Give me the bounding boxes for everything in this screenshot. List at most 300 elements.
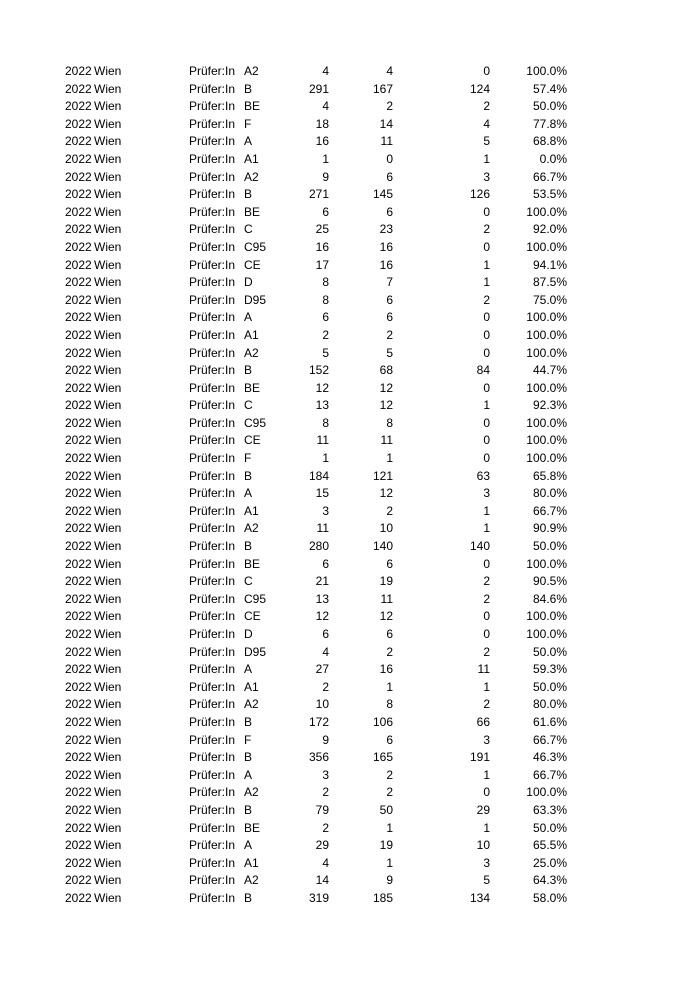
year-cell: 2022 — [65, 151, 92, 166]
passed-count-cell: 145 — [372, 187, 393, 202]
failed-count-cell: 11 — [477, 662, 490, 677]
table-row — [0, 292, 700, 310]
city-cell: Wien — [94, 556, 122, 571]
year-cell: 2022 — [65, 503, 92, 518]
passed-count-cell: 2 — [386, 644, 393, 659]
role-cell: Prüfer:In — [189, 204, 236, 219]
pass-rate-cell: 50.0% — [532, 820, 567, 835]
year-cell: 2022 — [65, 468, 92, 483]
total-count-cell: 16 — [315, 239, 329, 254]
city-cell: Wien — [94, 486, 122, 501]
city-cell: Wien — [94, 363, 122, 378]
role-cell: Prüfer:In — [189, 151, 236, 166]
role-cell: Prüfer:In — [189, 187, 236, 202]
year-cell: 2022 — [65, 486, 92, 501]
total-count-cell: 9 — [322, 732, 329, 747]
role-cell: Prüfer:In — [189, 855, 236, 870]
year-cell: 2022 — [65, 275, 92, 290]
license-class-cell: A1 — [244, 679, 259, 694]
pass-rate-cell: 58.0% — [532, 890, 567, 905]
pass-rate-cell: 100.0% — [526, 204, 567, 219]
pass-rate-cell: 25.0% — [532, 855, 567, 870]
role-cell: Prüfer:In — [189, 503, 236, 518]
license-class-cell: F — [244, 451, 252, 466]
table-row — [0, 820, 700, 838]
table-row — [0, 626, 700, 644]
table-row — [0, 714, 700, 732]
year-cell: 2022 — [65, 679, 92, 694]
pass-rate-cell: 92.0% — [532, 222, 567, 237]
role-cell: Prüfer:In — [189, 539, 236, 554]
passed-count-cell: 12 — [379, 486, 393, 501]
year-cell: 2022 — [65, 398, 92, 413]
total-count-cell: 6 — [322, 310, 329, 325]
total-count-cell: 15 — [315, 486, 329, 501]
role-cell: Prüfer:In — [189, 785, 236, 800]
license-class-cell: A2 — [244, 873, 259, 888]
failed-count-cell: 0 — [483, 415, 490, 430]
failed-count-cell: 2 — [483, 591, 490, 606]
city-cell: Wien — [94, 204, 122, 219]
table-row — [0, 274, 700, 292]
pass-rate-cell: 100.0% — [526, 609, 567, 624]
total-count-cell: 2 — [322, 820, 329, 835]
year-cell: 2022 — [65, 81, 92, 96]
table-row — [0, 520, 700, 538]
failed-count-cell: 0 — [483, 627, 490, 641]
year-cell: 2022 — [65, 697, 92, 712]
year-cell: 2022 — [65, 257, 92, 272]
city-cell: Wien — [94, 714, 122, 729]
role-cell: Prüfer:In — [189, 697, 236, 712]
year-cell: 2022 — [65, 239, 92, 254]
year-cell: 2022 — [65, 890, 92, 905]
table-row — [0, 538, 700, 556]
role-cell: Prüfer:In — [189, 222, 236, 237]
role-cell: Prüfer:In — [189, 398, 236, 413]
passed-count-cell: 19 — [379, 838, 393, 853]
year-cell: 2022 — [65, 838, 92, 853]
passed-count-cell: 6 — [386, 292, 393, 307]
table-row — [0, 415, 700, 433]
passed-count-cell: 8 — [386, 415, 393, 430]
total-count-cell: 8 — [322, 292, 329, 307]
license-class-cell: C95 — [244, 415, 267, 430]
failed-count-cell: 0 — [483, 345, 490, 360]
license-class-cell: B — [244, 714, 253, 729]
failed-count-cell: 1 — [483, 521, 490, 536]
role-cell: Prüfer:In — [189, 64, 236, 78]
passed-count-cell: 140 — [372, 539, 393, 554]
failed-count-cell: 1 — [483, 820, 490, 835]
passed-count-cell: 6 — [386, 204, 393, 219]
role-cell: Prüfer:In — [189, 890, 236, 905]
city-cell: Wien — [94, 380, 122, 395]
license-class-cell: A — [244, 134, 253, 149]
role-cell: Prüfer:In — [189, 134, 236, 149]
role-cell: Prüfer:In — [189, 327, 236, 342]
total-count-cell: 291 — [308, 81, 329, 96]
city-cell: Wien — [94, 64, 122, 78]
city-cell: Wien — [94, 81, 122, 96]
license-class-cell: C — [244, 574, 253, 589]
role-cell: Prüfer:In — [189, 732, 236, 747]
license-class-cell: C95 — [244, 591, 267, 606]
failed-count-cell: 0 — [483, 310, 490, 325]
pass-rate-cell: 100.0% — [526, 327, 567, 342]
failed-count-cell: 2 — [483, 99, 490, 114]
city-cell: Wien — [94, 697, 122, 712]
passed-count-cell: 11 — [380, 433, 393, 448]
total-count-cell: 12 — [315, 380, 329, 395]
role-cell: Prüfer:In — [189, 468, 236, 483]
total-count-cell: 356 — [308, 750, 329, 765]
failed-count-cell: 3 — [483, 486, 490, 501]
license-class-cell: F — [244, 116, 252, 131]
year-cell: 2022 — [65, 556, 92, 571]
license-class-cell: CE — [244, 609, 261, 624]
total-count-cell: 11 — [316, 433, 329, 448]
table-row — [0, 309, 700, 327]
pass-rate-cell: 90.5% — [532, 574, 567, 589]
pass-rate-cell: 75.0% — [532, 292, 567, 307]
pass-rate-cell: 92.3% — [532, 398, 567, 413]
table-row — [0, 837, 700, 855]
license-class-cell: BE — [244, 204, 261, 219]
passed-count-cell: 12 — [379, 380, 393, 395]
year-cell: 2022 — [65, 591, 92, 606]
pass-rate-cell: 64.3% — [532, 873, 567, 888]
year-cell: 2022 — [65, 415, 92, 430]
passed-count-cell: 4 — [386, 64, 393, 78]
role-cell: Prüfer:In — [189, 644, 236, 659]
failed-count-cell: 3 — [483, 732, 490, 747]
license-class-cell: CE — [244, 257, 261, 272]
city-cell: Wien — [94, 116, 122, 131]
role-cell: Prüfer:In — [189, 257, 236, 272]
passed-count-cell: 11 — [380, 134, 393, 149]
role-cell: Prüfer:In — [189, 591, 236, 606]
license-class-cell: A2 — [244, 697, 259, 712]
pass-rate-cell: 100.0% — [526, 239, 567, 254]
passed-count-cell: 8 — [386, 697, 393, 712]
year-cell: 2022 — [65, 380, 92, 395]
city-cell: Wien — [94, 398, 122, 413]
failed-count-cell: 1 — [483, 503, 490, 518]
year-cell: 2022 — [65, 714, 92, 729]
total-count-cell: 29 — [315, 838, 329, 853]
role-cell: Prüfer:In — [189, 380, 236, 395]
total-count-cell: 25 — [315, 222, 329, 237]
city-cell: Wien — [94, 838, 122, 853]
city-cell: Wien — [94, 345, 122, 360]
total-count-cell: 16 — [315, 134, 329, 149]
failed-count-cell: 0 — [483, 785, 490, 800]
total-count-cell: 6 — [322, 627, 329, 641]
year-cell: 2022 — [65, 802, 92, 817]
pass-rate-cell: 44.7% — [532, 363, 567, 378]
year-cell: 2022 — [65, 134, 92, 149]
city-cell: Wien — [94, 662, 122, 677]
failed-count-cell: 191 — [469, 750, 490, 765]
passed-count-cell: 16 — [379, 257, 393, 272]
license-class-cell: A1 — [244, 151, 259, 166]
license-class-cell: A2 — [244, 345, 259, 360]
pass-rate-cell: 100.0% — [526, 64, 567, 78]
failed-count-cell: 66 — [476, 714, 490, 729]
failed-count-cell: 1 — [483, 275, 490, 290]
total-count-cell: 4 — [322, 644, 329, 659]
year-cell: 2022 — [65, 644, 92, 659]
pass-rate-cell: 66.7% — [532, 503, 567, 518]
role-cell: Prüfer:In — [189, 802, 236, 817]
license-class-cell: B — [244, 468, 253, 483]
table-row — [0, 133, 700, 151]
license-class-cell: A2 — [244, 169, 259, 184]
failed-count-cell: 63 — [476, 468, 490, 483]
role-cell: Prüfer:In — [189, 275, 236, 290]
license-class-cell: A — [244, 767, 253, 782]
license-class-cell: A2 — [244, 785, 259, 800]
failed-count-cell: 0 — [483, 609, 490, 624]
year-cell: 2022 — [65, 345, 92, 360]
failed-count-cell: 0 — [483, 64, 490, 78]
passed-count-cell: 106 — [372, 714, 393, 729]
license-class-cell: C95 — [244, 239, 267, 254]
license-class-cell: C — [244, 398, 253, 413]
table-row — [0, 872, 700, 890]
passed-count-cell: 10 — [379, 521, 393, 536]
passed-count-cell: 165 — [372, 750, 393, 765]
city-cell: Wien — [94, 151, 122, 166]
failed-count-cell: 3 — [483, 169, 490, 184]
year-cell: 2022 — [65, 873, 92, 888]
total-count-cell: 2 — [322, 679, 329, 694]
license-class-cell: A1 — [244, 327, 259, 342]
failed-count-cell: 1 — [483, 151, 490, 166]
failed-count-cell: 0 — [483, 380, 490, 395]
pass-rate-cell: 50.0% — [532, 99, 567, 114]
failed-count-cell: 1 — [483, 398, 490, 413]
passed-count-cell: 2 — [386, 327, 393, 342]
passed-count-cell: 6 — [386, 732, 393, 747]
failed-count-cell: 1 — [483, 257, 490, 272]
failed-count-cell: 2 — [483, 222, 490, 237]
total-count-cell: 3 — [322, 767, 329, 782]
table-row — [0, 239, 700, 257]
total-count-cell: 27 — [315, 662, 329, 677]
year-cell: 2022 — [65, 169, 92, 184]
city-cell: Wien — [94, 310, 122, 325]
year-cell: 2022 — [65, 820, 92, 835]
role-cell: Prüfer:In — [189, 627, 236, 641]
year-cell: 2022 — [65, 785, 92, 800]
pass-rate-cell: 50.0% — [532, 679, 567, 694]
table-row — [0, 784, 700, 802]
total-count-cell: 8 — [322, 275, 329, 290]
passed-count-cell: 6 — [386, 556, 393, 571]
pass-rate-cell: 100.0% — [526, 433, 567, 448]
table-row — [0, 749, 700, 767]
table-row — [0, 556, 700, 574]
license-class-cell: B — [244, 81, 253, 96]
city-cell: Wien — [94, 855, 122, 870]
passed-count-cell: 121 — [372, 468, 393, 483]
table-row — [0, 98, 700, 116]
table-row — [0, 608, 700, 626]
table-row — [0, 767, 700, 785]
year-cell: 2022 — [65, 767, 92, 782]
city-cell: Wien — [94, 820, 122, 835]
failed-count-cell: 5 — [483, 134, 490, 149]
pass-rate-cell: 66.7% — [532, 732, 567, 747]
role-cell: Prüfer:In — [189, 714, 236, 729]
passed-count-cell: 167 — [372, 81, 393, 96]
role-cell: Prüfer:In — [189, 838, 236, 853]
failed-count-cell: 10 — [476, 838, 490, 853]
city-cell: Wien — [94, 134, 122, 149]
failed-count-cell: 126 — [469, 187, 490, 202]
year-cell: 2022 — [65, 433, 92, 448]
failed-count-cell: 29 — [476, 802, 490, 817]
license-class-cell: BE — [244, 820, 261, 835]
passed-count-cell: 19 — [379, 574, 393, 589]
license-class-cell: A — [244, 838, 253, 853]
passed-count-cell: 185 — [372, 890, 393, 905]
city-cell: Wien — [94, 468, 122, 483]
license-class-cell: D95 — [244, 644, 267, 659]
pass-rate-cell: 100.0% — [526, 556, 567, 571]
failed-count-cell: 1 — [483, 679, 490, 694]
city-cell: Wien — [94, 257, 122, 272]
year-cell: 2022 — [65, 539, 92, 554]
pass-rate-cell: 80.0% — [532, 486, 567, 501]
failed-count-cell: 0 — [483, 451, 490, 466]
table-row — [0, 380, 700, 398]
license-class-cell: A — [244, 662, 253, 677]
table-row — [0, 890, 700, 908]
total-count-cell: 319 — [308, 890, 329, 905]
passed-count-cell: 0 — [386, 151, 393, 166]
role-cell: Prüfer:In — [189, 363, 236, 378]
total-count-cell: 4 — [322, 64, 329, 78]
passed-count-cell: 2 — [386, 503, 393, 518]
role-cell: Prüfer:In — [189, 873, 236, 888]
failed-count-cell: 124 — [469, 81, 490, 96]
license-class-cell: A2 — [244, 64, 259, 78]
total-count-cell: 4 — [322, 855, 329, 870]
role-cell: Prüfer:In — [189, 521, 236, 536]
role-cell: Prüfer:In — [189, 99, 236, 114]
role-cell: Prüfer:In — [189, 239, 236, 254]
city-cell: Wien — [94, 99, 122, 114]
role-cell: Prüfer:In — [189, 574, 236, 589]
total-count-cell: 4 — [322, 99, 329, 114]
passed-count-cell: 68 — [379, 363, 393, 378]
total-count-cell: 1 — [322, 151, 329, 166]
role-cell: Prüfer:In — [189, 310, 236, 325]
city-cell: Wien — [94, 327, 122, 342]
table-row — [0, 327, 700, 345]
pass-rate-cell: 100.0% — [526, 627, 567, 641]
city-cell: Wien — [94, 539, 122, 554]
year-cell: 2022 — [65, 750, 92, 765]
year-cell: 2022 — [65, 855, 92, 870]
table-row — [0, 345, 700, 363]
pass-rate-cell: 57.4% — [532, 81, 567, 96]
table-row — [0, 802, 700, 820]
role-cell: Prüfer:In — [189, 750, 236, 765]
pass-rate-cell: 100.0% — [526, 415, 567, 430]
table-row — [0, 855, 700, 873]
passed-count-cell: 14 — [379, 116, 393, 131]
passed-count-cell: 2 — [386, 99, 393, 114]
city-cell: Wien — [94, 292, 122, 307]
year-cell: 2022 — [65, 627, 92, 641]
passed-count-cell: 1 — [386, 451, 393, 466]
pass-rate-cell: 65.8% — [532, 468, 567, 483]
passed-count-cell: 16 — [379, 662, 393, 677]
pass-rate-cell: 84.6% — [532, 591, 567, 606]
year-cell: 2022 — [65, 187, 92, 202]
pass-rate-cell: 59.3% — [532, 662, 567, 677]
year-cell: 2022 — [65, 521, 92, 536]
passed-count-cell: 23 — [379, 222, 393, 237]
total-count-cell: 3 — [322, 503, 329, 518]
failed-count-cell: 1 — [483, 767, 490, 782]
role-cell: Prüfer:In — [189, 609, 236, 624]
total-count-cell: 10 — [315, 697, 329, 712]
failed-count-cell: 0 — [483, 433, 490, 448]
table-row — [0, 468, 700, 486]
license-class-cell: C — [244, 222, 253, 237]
failed-count-cell: 2 — [483, 644, 490, 659]
passed-count-cell: 6 — [386, 310, 393, 325]
city-cell: Wien — [94, 750, 122, 765]
passed-count-cell: 1 — [386, 820, 393, 835]
pass-rate-cell: 46.3% — [532, 750, 567, 765]
role-cell: Prüfer:In — [189, 433, 236, 448]
failed-count-cell: 0 — [483, 239, 490, 254]
license-class-cell: A2 — [244, 521, 259, 536]
license-class-cell: F — [244, 732, 252, 747]
total-count-cell: 21 — [315, 574, 329, 589]
license-class-cell: D — [244, 627, 253, 641]
city-cell: Wien — [94, 591, 122, 606]
table-row — [0, 573, 700, 591]
city-cell: Wien — [94, 451, 122, 466]
city-cell: Wien — [94, 239, 122, 254]
spreadsheet-table — [0, 63, 700, 908]
total-count-cell: 9 — [322, 169, 329, 184]
pass-rate-cell: 80.0% — [532, 697, 567, 712]
city-cell: Wien — [94, 415, 122, 430]
passed-count-cell: 7 — [386, 275, 393, 290]
license-class-cell: BE — [244, 556, 261, 571]
failed-count-cell: 0 — [483, 204, 490, 219]
passed-count-cell: 12 — [379, 609, 393, 624]
license-class-cell: D — [244, 275, 253, 290]
year-cell: 2022 — [65, 64, 92, 78]
city-cell: Wien — [94, 767, 122, 782]
city-cell: Wien — [94, 627, 122, 641]
year-cell: 2022 — [65, 662, 92, 677]
table-row — [0, 696, 700, 714]
pass-rate-cell: 50.0% — [532, 539, 567, 554]
role-cell: Prüfer:In — [189, 292, 236, 307]
table-row — [0, 116, 700, 134]
year-cell: 2022 — [65, 609, 92, 624]
